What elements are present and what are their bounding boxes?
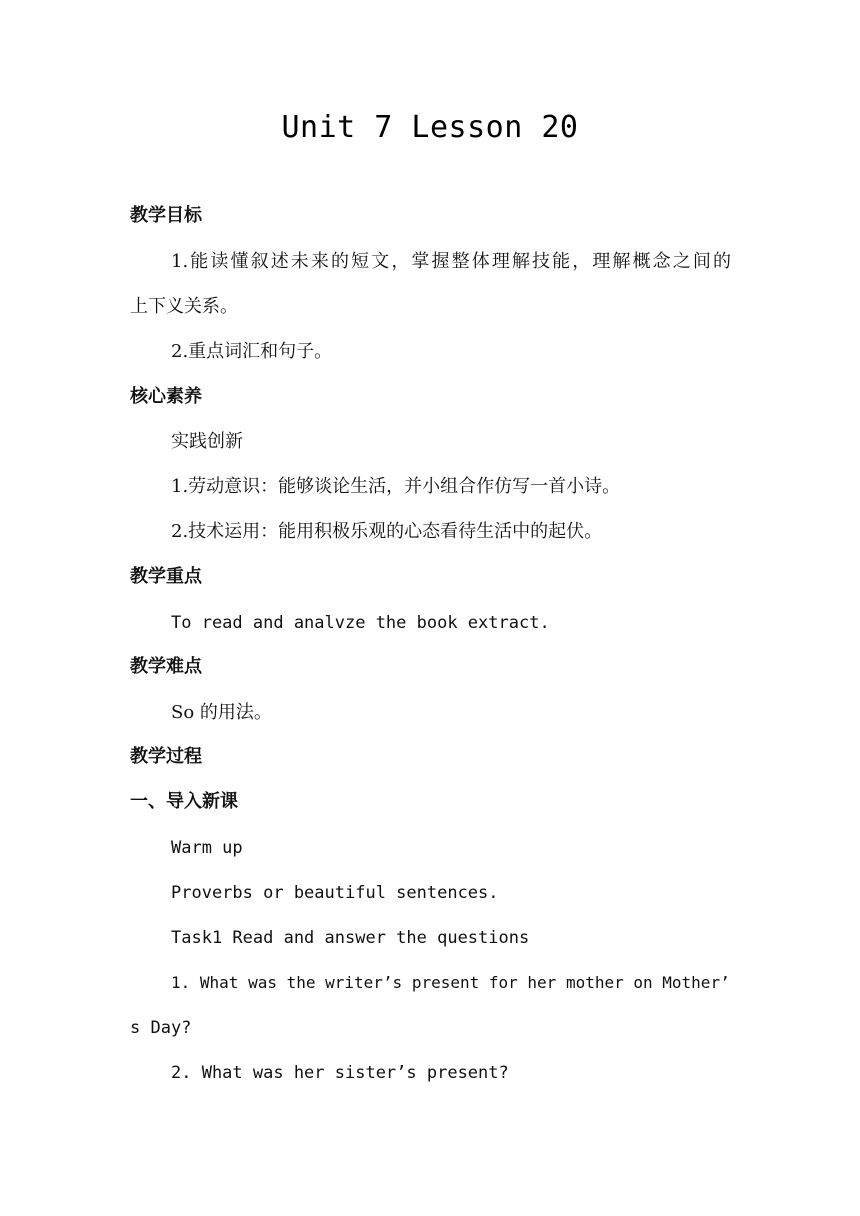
question-1-line-1: 1. What was the writer’s present for her mother on Mother’ xyxy=(171,973,730,992)
key-points-heading: 教学重点 xyxy=(130,566,202,587)
literacy-subheading: 实践创新 xyxy=(171,431,243,452)
objectives-heading: 教学目标 xyxy=(130,205,202,226)
task-1-text: Task1 Read and answer the questions xyxy=(171,928,530,948)
literacy-item-2: 2.技术运用：能用积极乐观的心态看待生活中的起伏。 xyxy=(171,521,603,542)
difficulties-text: So 的用法。 xyxy=(171,702,272,723)
question-2: 2. What was her sister’s present? xyxy=(171,1063,509,1083)
warm-up-text: Warm up xyxy=(171,838,243,858)
objectives-item-1-line-1: 1.能读懂叙述未来的短文，掌握整体理解技能，理解概念之间的 xyxy=(171,251,731,272)
objectives-item-2: 2.重点词汇和句子。 xyxy=(171,341,333,362)
question-1-line-2: s Day? xyxy=(130,1018,192,1038)
key-points-text: To read and analvze the book extract. xyxy=(171,613,550,633)
literacy-item-1: 1.劳动意识：能够谈论生活，并小组合作仿写一首小诗。 xyxy=(171,476,621,497)
process-part-1-heading: 一、导入新课 xyxy=(130,791,238,812)
process-heading: 教学过程 xyxy=(130,746,202,767)
difficulties-heading: 教学难点 xyxy=(130,656,202,677)
proverbs-text: Proverbs or beautiful sentences. xyxy=(171,883,499,903)
literacy-heading: 核心素养 xyxy=(130,386,202,407)
document-title: Unit 7 Lesson 20 xyxy=(281,110,579,145)
objectives-item-1-line-2: 上下义关系。 xyxy=(130,296,238,317)
